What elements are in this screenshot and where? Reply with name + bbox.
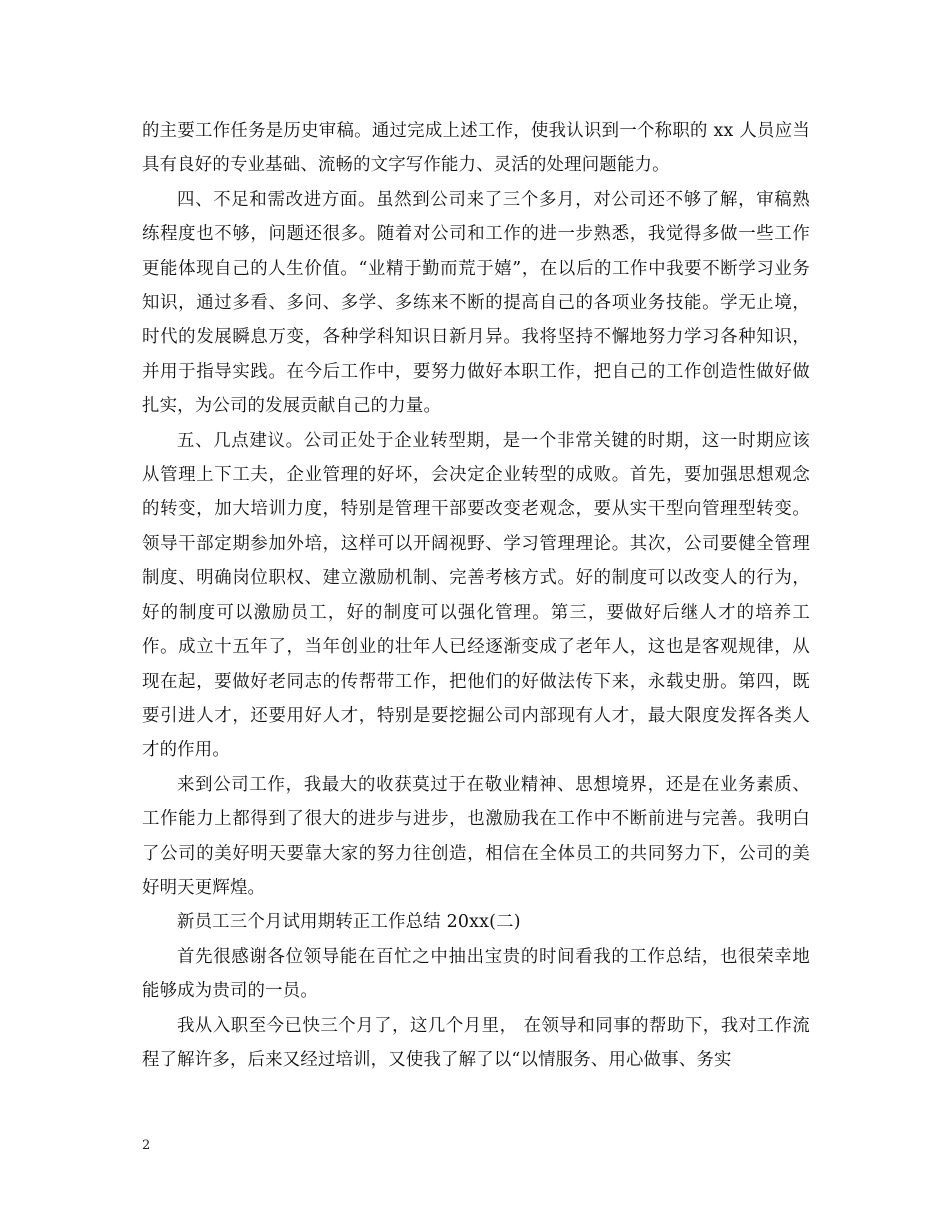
paragraph-1: 的主要工作任务是历史审稿。通过完成上述工作，使我认识到一个称职的 xx 人员应当具有良好的专业基础、流畅的文字写作能力、灵活的处理问题能力。 xyxy=(142,121,810,176)
paragraph-4: 来到公司工作，我最大的收获莫过于在敬业精神、思想境界，还是在业务素质、工作能力上都得到了很大的进步与进步，也激励我在工作中不断前进与完善。我明白了公司的美好明天要靠大家的努力往创造，相信在全体员工的共同努力下，公司的美好明天更辉煌。 xyxy=(142,774,810,898)
section-heading: 新员工三个月试用期转正工作总结 20xx(二) xyxy=(177,912,521,933)
page-number: 2 xyxy=(142,1138,151,1153)
paragraph-5: 首先很感谢各位领导能在百忙之中抽出宝贵的时间看我的工作总结，也很荣幸地能够成为贵司的一员。 xyxy=(142,946,810,1002)
paragraph-2: 四、不足和需改进方面。虽然到公司来了三个多月，对公司还不够了解，审稿熟练程度也不够，问题还很多。随着对公司和工作的进一步熟悉，我觉得多做一些工作更能体现自己的人生价值。“业精于勤而荒于嬉”，在以后的工作中我要不断学习业务知识，通过多看、多问、多学、多练来不断的提高自己的各项业务技能。学无止境，时代的发展瞬息万变，各种学科知识日新月异。我将坚持不懈地努力学习各种知识，并用于指导实践。在今后工作中，要努力做好本职工作，把自己的工作创造性做好做扎实，为公司的发展贡献自己的力量。 xyxy=(142,189,810,417)
paragraph-3: 五、几点建议。公司正处于企业转型期，是一个非常关键的时期，这一时期应该从管理上下工夫，企业管理的好坏，会决定企业转型的成败。首先，要加强思想观念的转变，加大培训力度，特别是管理干部要改变老观念，要从实干型向管理型转变。领导干部定期参加外培，这样可以开阔视野、学习管理理论。其次，公司要健全管理制度、明确岗位职权、建立激励机制、完善考核方式。好的制度可以改变人的行为，好的制度可以激励员工，好的制度可以强化管理。第三，要做好后继人才的培养工作。成立十五年了，当年创业的壮年人已经逐渐变成了老年人，这也是客观规律，从现在起，要做好老同志的传帮带工作，把他们的好做法传下来，永载史册。第四，既要引进人才，还要用好人才，特别是要挖掘公司内部现有人才，最大限度发挥各类人才的作用。 xyxy=(142,430,810,761)
paragraph-6: 我从入职至今已快三个月了，这几个月里， 在领导和同事的帮助下，我对工作流程了解许多，后来又经过培训，又使我了解了以“以情服务、用心做事、务实 xyxy=(142,1015,810,1070)
document-body xyxy=(142,114,810,1077)
